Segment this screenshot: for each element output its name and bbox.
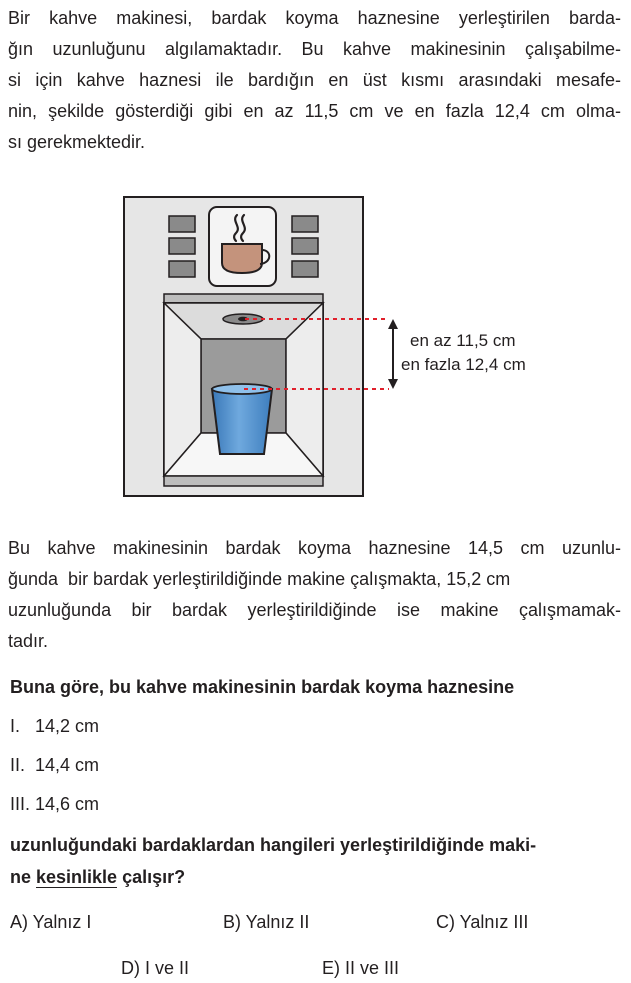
question-tail-line2 bbox=[10, 865, 185, 889]
roman-item-1: I. 14,2 cm bbox=[10, 716, 100, 736]
middle-line: tadır. bbox=[8, 631, 49, 651]
roman-item-2: II. 14,4 cm bbox=[10, 755, 100, 775]
middle-line: Bu kahve makinesinin bardak koyma haznesine 14,5 cm uzunlu- bbox=[8, 538, 621, 558]
middle-line bbox=[8, 564, 621, 595]
intro-line: ğın uzunluğunu algılamaktadır. Bu kahve makinesinin çalışabilme- bbox=[8, 39, 621, 59]
machine-button bbox=[292, 238, 318, 254]
min-distance-label: en az 11,5 cm bbox=[410, 331, 516, 350]
intro-line: nin, şekilde gösterdiği gibi en az 11,5 cm ve en fazla 12,4 cm olma- bbox=[8, 101, 621, 121]
emphasis-word: kesinlikle bbox=[36, 867, 118, 887]
intro-line: si için kahve haznesi ile bardığın en üst kısmı arasındaki mesafe- bbox=[8, 70, 621, 90]
question-lead: Buna göre, bu kahve makinesinin bardak koyma haznesine bbox=[10, 677, 515, 697]
option-c[interactable]: C) Yalnız III bbox=[436, 912, 529, 932]
option-d[interactable]: D) I ve II bbox=[121, 958, 190, 978]
question-tail-line1: uzunluğundaki bardaklardan hangileri yerleştirildiğinde maki- bbox=[10, 835, 537, 855]
distance-arrow bbox=[388, 319, 398, 389]
option-a[interactable]: A) Yalnız I bbox=[10, 912, 92, 932]
machine-button bbox=[169, 216, 195, 232]
tail-end: çalışır? bbox=[117, 867, 186, 887]
middle-paragraph bbox=[8, 533, 621, 657]
dispenser-bar bbox=[164, 294, 323, 303]
machine-button bbox=[169, 261, 195, 277]
intro-line: sı gerekmektedir. bbox=[8, 132, 146, 152]
option-b[interactable]: B) Yalnız II bbox=[223, 912, 310, 932]
left-button-column bbox=[169, 216, 195, 277]
intro-paragraph bbox=[8, 3, 621, 158]
machine-button bbox=[169, 238, 195, 254]
roman-item-3: III. 14,6 cm bbox=[10, 794, 100, 814]
middle-line-text: ğunda bir bardak yerleştirildiğinde makine çalışmakta, 15,2 cm bbox=[8, 569, 511, 589]
middle-line: uzunluğunda bir bardak yerleştirildiğinde ise makine çalışmamak- bbox=[8, 600, 621, 620]
tail-start: ne bbox=[10, 867, 37, 887]
measuring-cup bbox=[212, 384, 272, 454]
right-button-column bbox=[292, 216, 318, 277]
drip-tray bbox=[164, 476, 323, 486]
intro-line: Bir kahve makinesi, bardak koyma haznesine yerleştirilen barda- bbox=[8, 8, 621, 28]
max-distance-label: en fazla 12,4 cm bbox=[401, 355, 526, 374]
option-e[interactable]: E) II ve III bbox=[322, 958, 400, 978]
coffee-machine-figure bbox=[0, 190, 631, 520]
machine-button bbox=[292, 261, 318, 277]
machine-button bbox=[292, 216, 318, 232]
